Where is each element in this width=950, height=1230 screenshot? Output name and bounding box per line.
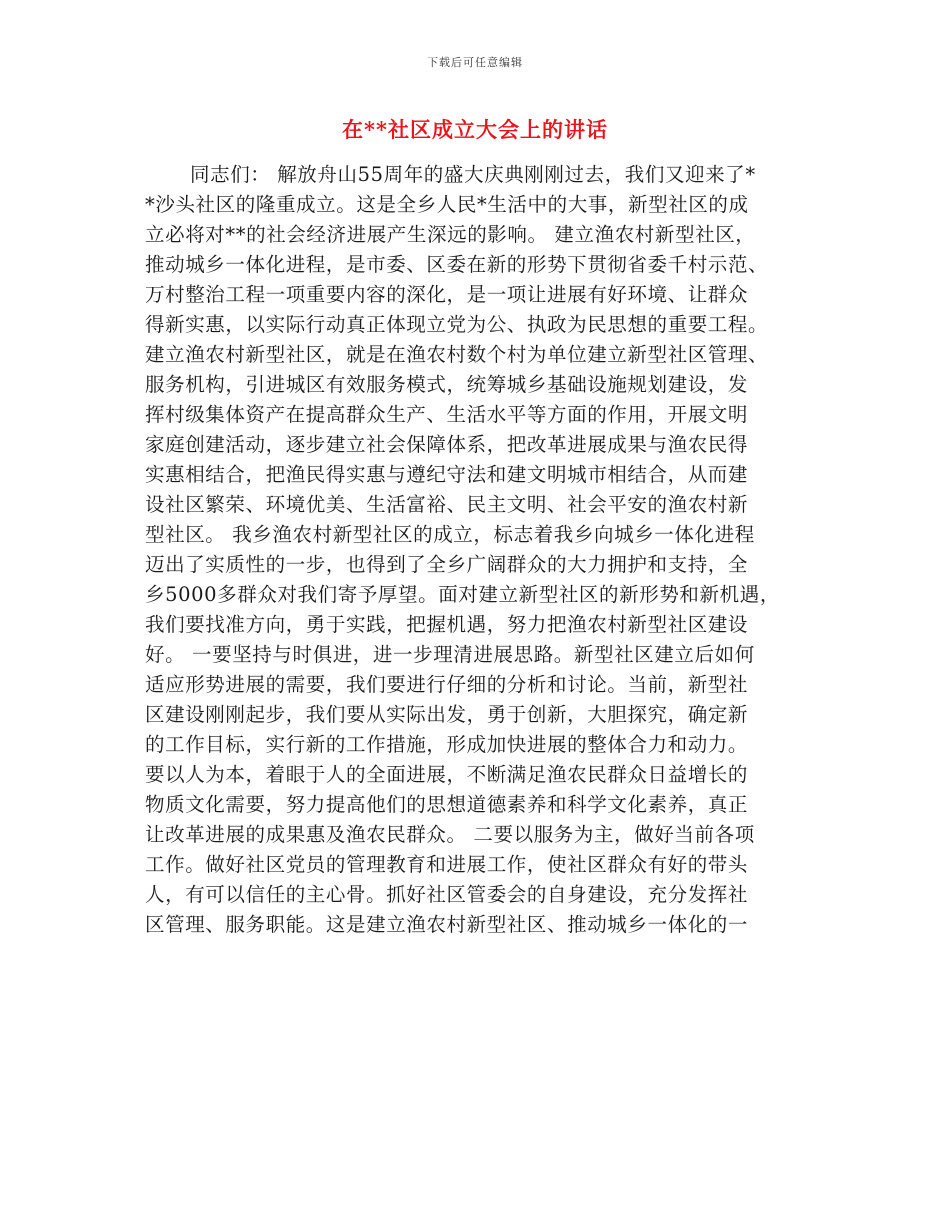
body-line: 设社区繁荣、环境优美、生活富裕、民主文明、社会平安的渔农村新 <box>145 493 749 516</box>
body-line: 同志们： 解放舟山55周年的盛大庆典刚刚过去，我们又迎来了* <box>190 163 756 186</box>
body-line: 物质文化需要，努力提高他们的思想道德素养和科学文化素养，真正 <box>145 793 749 816</box>
body-line: 的工作目标，实行新的工作措施，形成加快进展的整体合力和动力。 <box>145 733 749 756</box>
body-line: 建立渔农村新型社区，就是在渔农村数个村为单位建立新型社区管理、 <box>145 343 769 366</box>
body-line: 万村整治工程一项重要内容的深化，是一项让进展有好环境、让群众 <box>145 283 749 306</box>
body-line: 区管理、服务职能。这是建立渔农村新型社区、推动城乡一体化的一 <box>145 913 749 936</box>
body-line: 迈出了实质性的一步，也得到了全乡广阔群众的大力拥护和支持，全 <box>145 553 749 576</box>
body-line: 工作。做好社区党员的管理教育和进展工作，使社区群众有好的带头 <box>145 853 749 876</box>
body-line: 立必将对**的社会经济进展产生深远的影响。 建立渔农村新型社区， <box>145 223 756 246</box>
body-line: 我们要找准方向，勇于实践，把握机遇，努力把渔农村新型社区建设 <box>145 613 749 636</box>
body-line: 服务机构，引进城区有效服务模式，统筹城乡基础设施规划建设，发 <box>145 373 749 396</box>
body-line: 挥村级集体资产在提高群众生产、生活水平等方面的作用，开展文明 <box>145 403 749 426</box>
body-line: 型社区。 我乡渔农村新型社区的成立，标志着我乡向城乡一体化进程 <box>145 523 755 546</box>
body-line: 适应形势进展的需要，我们要进行仔细的分析和讨论。当前，新型社 <box>145 673 749 696</box>
body-line: *沙头社区的隆重成立。这是全乡人民*生活中的大事，新型社区的成 <box>145 193 749 216</box>
body-line: 区建设刚刚起步，我们要从实际出发，勇于创新，大胆探究，确定新 <box>145 703 749 726</box>
page-header-note: 下载后可任意编辑 <box>427 56 523 69</box>
body-line: 好。 一要坚持与时俱进，进一步理清进展思路。新型社区建立后如何 <box>145 643 755 666</box>
body-line: 家庭创建活动，逐步建立社会保障体系，把改革进展成果与渔农民得 <box>145 433 749 456</box>
body-line: 得新实惠，以实际行动真正体现立党为公、执政为民思想的重要工程。 <box>145 313 769 336</box>
body-line: 人，有可以信任的主心骨。抓好社区管委会的自身建设，充分发挥社 <box>145 883 749 906</box>
document-title: 在**社区成立大会上的讲话 <box>342 117 608 142</box>
body-line: 推动城乡一体化进程，是市委、区委在新的形势下贯彻省委千村示范、 <box>145 253 769 276</box>
body-line: 要以人为本，着眼于人的全面进展，不断满足渔农民群众日益增长的 <box>145 763 749 786</box>
body-line: 实惠相结合，把渔民得实惠与遵纪守法和建文明城市相结合，从而建 <box>145 463 749 486</box>
body-line: 让改革进展的成果惠及渔农民群众。 二要以服务为主，做好当前各项 <box>145 823 755 846</box>
body-line: 乡5000多群众对我们寄予厚望。面对建立新型社区的新形势和新机遇， <box>145 583 780 606</box>
